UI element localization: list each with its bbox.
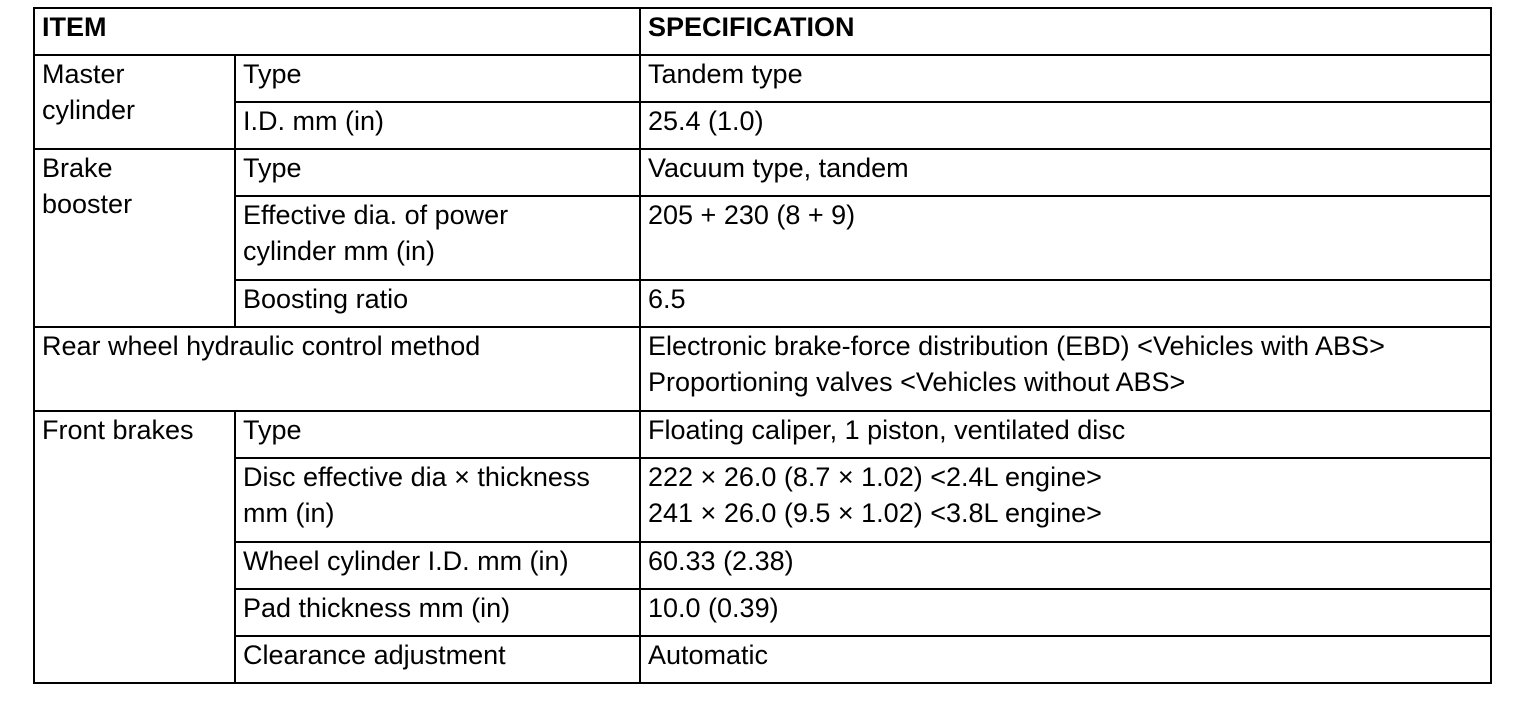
header-specification: SPECIFICATION — [640, 8, 1491, 55]
item-cell: Clearance adjustment — [235, 636, 640, 683]
group-label-line: Brake — [42, 153, 113, 183]
item-cell: I.D. mm (in) — [235, 102, 640, 149]
item-cell: Pad thickness mm (in) — [235, 589, 640, 636]
item-line: Effective dia. of power — [243, 200, 509, 230]
table-row — [34, 55, 1491, 102]
table-row — [34, 542, 1491, 589]
spec-line: Electronic brake-force distribution (EBD) <Vehicles with ABS> — [648, 331, 1385, 361]
group-label-line: booster — [42, 189, 133, 219]
spec-cell: 10.0 (0.39) — [640, 589, 1491, 636]
item-line: Disc effective dia × thickness — [243, 462, 590, 492]
group-label-line: cylinder — [42, 95, 136, 125]
item-cell: Type — [235, 55, 640, 102]
item-cell: Type — [235, 149, 640, 196]
table-row — [34, 636, 1491, 683]
table-row — [34, 196, 1491, 280]
table-row — [34, 411, 1491, 458]
spec-cell: Vacuum type, tandem — [640, 149, 1491, 196]
group-label-rear-wheel: Rear wheel hydraulic control method — [34, 327, 640, 411]
item-cell: Boosting ratio — [235, 280, 640, 327]
spec-cell: 205 + 230 (8 + 9) — [640, 196, 1491, 280]
table-row — [34, 280, 1491, 327]
header-row — [34, 8, 1491, 55]
table-row — [34, 102, 1491, 149]
spec-cell — [640, 327, 1491, 411]
item-cell — [235, 458, 640, 542]
item-line: cylinder mm (in) — [243, 236, 436, 266]
spec-cell: Floating caliper, 1 piston, ventilated disc — [640, 411, 1491, 458]
item-cell: Type — [235, 411, 640, 458]
item-cell: Wheel cylinder I.D. mm (in) — [235, 542, 640, 589]
spec-cell: 25.4 (1.0) — [640, 102, 1491, 149]
table-row — [34, 589, 1491, 636]
spec-line: 241 × 26.0 (9.5 × 1.02) <3.8L engine> — [648, 498, 1102, 528]
item-cell — [235, 196, 640, 280]
spec-cell: 60.33 (2.38) — [640, 542, 1491, 589]
spec-cell: 6.5 — [640, 280, 1491, 327]
spec-table — [33, 7, 1492, 684]
group-label-master-cylinder — [34, 55, 235, 149]
item-line: mm (in) — [243, 498, 335, 528]
spec-cell: Tandem type — [640, 55, 1491, 102]
table-row — [34, 458, 1491, 542]
group-label-front-brakes: Front brakes — [34, 411, 235, 683]
table-row — [34, 149, 1491, 196]
spec-line: Proportioning valves <Vehicles without ABS> — [648, 367, 1186, 397]
spec-line: 222 × 26.0 (8.7 × 1.02) <2.4L engine> — [648, 462, 1102, 492]
spec-cell: Automatic — [640, 636, 1491, 683]
group-label-line: Master — [42, 59, 125, 89]
header-item: ITEM — [34, 8, 640, 55]
table-row — [34, 327, 1491, 411]
group-label-brake-booster — [34, 149, 235, 327]
spec-cell — [640, 458, 1491, 542]
